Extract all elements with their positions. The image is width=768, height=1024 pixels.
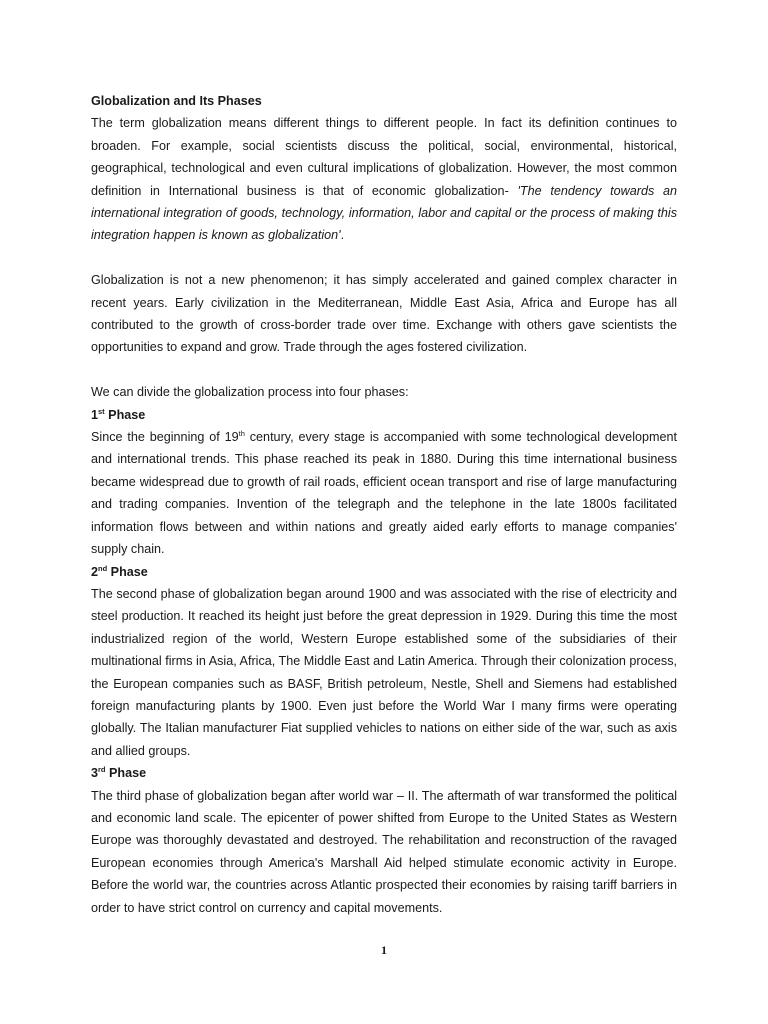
document-page: [91, 90, 677, 919]
document-title: Globalization and Its Phases: [91, 94, 262, 108]
phase-1-paragraph: Since the beginning of 19th century, every stage is accompanied with some technological development and international trends. This phase reached its peak in 1880. During this time international business became widespread due to growth of rail roads, efficient ocean transport and rise of large manufacturing and trading companies. Invention of the telegraph and the telephone in the late 1800s facilitated information flows between and within nations and greatly aided early efforts to manage companies' supply chain.: [91, 429, 677, 557]
paragraph-gap: [91, 247, 677, 269]
phase-1-heading: 1st Phase: [91, 406, 146, 422]
phase-3-heading: 3rd Phase: [91, 765, 147, 781]
phase-2-paragraph: The second phase of globalization began around 1900 and was associated with the rise of electricity and steel production. It reached its height just before the great depression in 1929. During this time the most industrialized region of the world, Western Europe established some of the subsidiaries of their multinational firms in Asia, Africa, The Middle East and Latin America. Through their colonization process, the European companies such as BASF, British petroleum, Nestle, Shell and Siemens had established foreign manufacturing plants by 1900. Even just before the World War I many firms were operating globally. The Italian manufacturer Fiat supplied vehicles to nations on either side of the war, such as axis and allied groups.: [91, 586, 677, 758]
page-number: 1: [381, 943, 387, 957]
paragraph-gap: [91, 359, 677, 381]
phases-intro: We can divide the globalization process into four phases:: [91, 385, 409, 400]
intro-paragraph: [91, 112, 677, 246]
phase-2-heading: 2nd Phase: [91, 563, 148, 579]
intro-quote: 'The tendency towards an international integration of goods, technology, information, labor and capital or the process of making this integration happen is known as globalization': [91, 183, 678, 243]
intro-end: .: [340, 228, 345, 243]
phase-3-paragraph: The third phase of globalization began after world war – II. The aftermath of war transformed the political and economic land scale. The epicenter of power shifted from Europe to the United States as Western Europe was thoroughly devastated and destroyed. The rehabilitation and reconstruction of the ravaged European economies through America's Marshall Aid helped stimulate economic activity in Europe. Before the world war, the countries across Atlantic prospected their economies by raising tariff barriers in order to have strict control on currency and capital movements.: [91, 788, 677, 915]
intro-text: The term globalization means different things to different people. In fact its definition continues to broaden. For example, social scientists discuss the political, social, environmental, historical, geographical, technological and even cultural implications of globalization. However, the most common definition in International business is that of economic globalization-: [91, 116, 677, 198]
history-paragraph: Globalization is not a new phenomenon; it has simply accelerated and gained complex character in recent years. Early civilization in the Mediterranean, Middle East Asia, Africa and Europe has all contributed to the growth of cross-border trade over time. Exchange with others gave scientists the opportunities to expand and grow. Trade through the ages fostered civilization.: [91, 273, 677, 355]
